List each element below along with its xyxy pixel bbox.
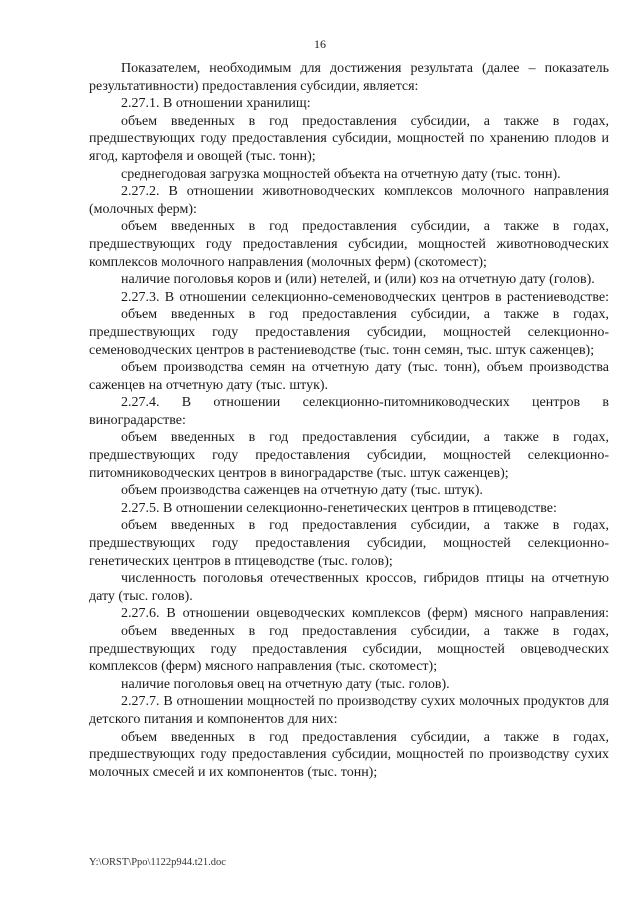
paragraph-seed-capacity: объем введенных в год предоставления субсидии, а также в годах, предшествующих году предоставления субсидии, мощностей селекционно-семеноводческих центров в растениеводстве (тыс. тонн семян, тыс. штук саженцев); <box>89 307 609 358</box>
paragraph-2-27-1-heading: 2.27.1. В отношении хранилищ: <box>121 96 311 112</box>
page-number: 16 <box>314 37 326 51</box>
paragraph-intro: Показателем, необходимым для достижения результата (далее – показатель результативности) предоставления субсидии, является: <box>89 61 609 94</box>
paragraph-2-27-5-heading: 2.27.5. В отношении селекционно-генетических центров в птицеводстве: <box>121 500 557 516</box>
paragraph-storage-load: среднегодовая загрузка мощностей объекта на отчетную дату (тыс. тонн). <box>121 166 561 182</box>
paragraph-2-27-4-heading: 2.27.4. В отношении селекционно-питомниководческих центров в виноградарстве: <box>89 395 609 428</box>
paragraph-2-27-2-heading: 2.27.2. В отношении животноводческих комплексов молочного направления (молочных ферм): <box>89 184 609 217</box>
paragraph-sheep-livestock: наличие поголовья овец на отчетную дату (тыс. голов). <box>121 676 450 692</box>
paragraph-seed-production: объем производства семян на отчетную дату (тыс. тонн), объем производства саженцев на отчетную дату (тыс. штук). <box>89 360 609 393</box>
paragraph-poultry-capacity: объем введенных в год предоставления субсидии, а также в годах, предшествующих году предоставления субсидии, мощностей селекционно-генетических центров в птицеводстве (тыс. голов); <box>89 518 609 569</box>
paragraph-2-27-7-heading: 2.27.7. В отношении мощностей по производству сухих молочных продуктов для детского питания и компонентов для них: <box>89 694 609 727</box>
paragraph-2-27-6-heading: 2.27.6. В отношении овцеводческих комплексов (ферм) мясного направления: <box>121 606 609 622</box>
paragraph-vine-production: объем производства саженцев на отчетную дату (тыс. штук). <box>121 483 483 499</box>
paragraph-dairy-livestock: наличие поголовья коров и (или) нетелей, и (или) коз на отчетную дату (голов). <box>121 272 595 288</box>
paragraph-storage-capacity: объем введенных в год предоставления субсидии, а также в годах, предшествующих году предоставления субсидии, мощностей по хранению плодов и ягод, картофеля и овощей (тыс. тонн); <box>89 113 609 164</box>
paragraph-dairy-capacity: объем введенных в год предоставления субсидии, а также в годах, предшествующих году предоставления субсидии, мощностей животноводческих комплексов молочного направления (молочных ферм) (скотомест); <box>89 219 609 270</box>
paragraph-vine-capacity: объем введенных в год предоставления субсидии, а также в годах, предшествующих году предоставления субсидии, мощностей селекционно-питомниководческих центров в виноградарстве (тыс. штук саженцев); <box>89 430 609 481</box>
paragraph-milk-powder-capacity: объем введенных в год предоставления субсидии, а также в годах, предшествующих году предоставления субсидии, мощностей по производству сухих молочных смесей и их компонентов (тыс. тонн); <box>89 729 609 780</box>
paragraph-2-27-3-heading: 2.27.3. В отношении селекционно-семеноводческих центров в растениеводстве: <box>121 289 609 305</box>
paragraph-sheep-capacity: объем введенных в год предоставления субсидии, а также в годах, предшествующих году предоставления субсидии, мощностей овцеводческих комплексов (ферм) мясного направления (тыс. скотомест); <box>89 624 609 675</box>
document-body <box>89 60 609 781</box>
file-path-footer: Y:\ORST\Ppo\1122p944.t21.doc <box>89 857 226 868</box>
paragraph-poultry-livestock: численность поголовья отечественных кроссов, гибридов птицы на отчетную дату (тыс. голов). <box>89 571 609 604</box>
